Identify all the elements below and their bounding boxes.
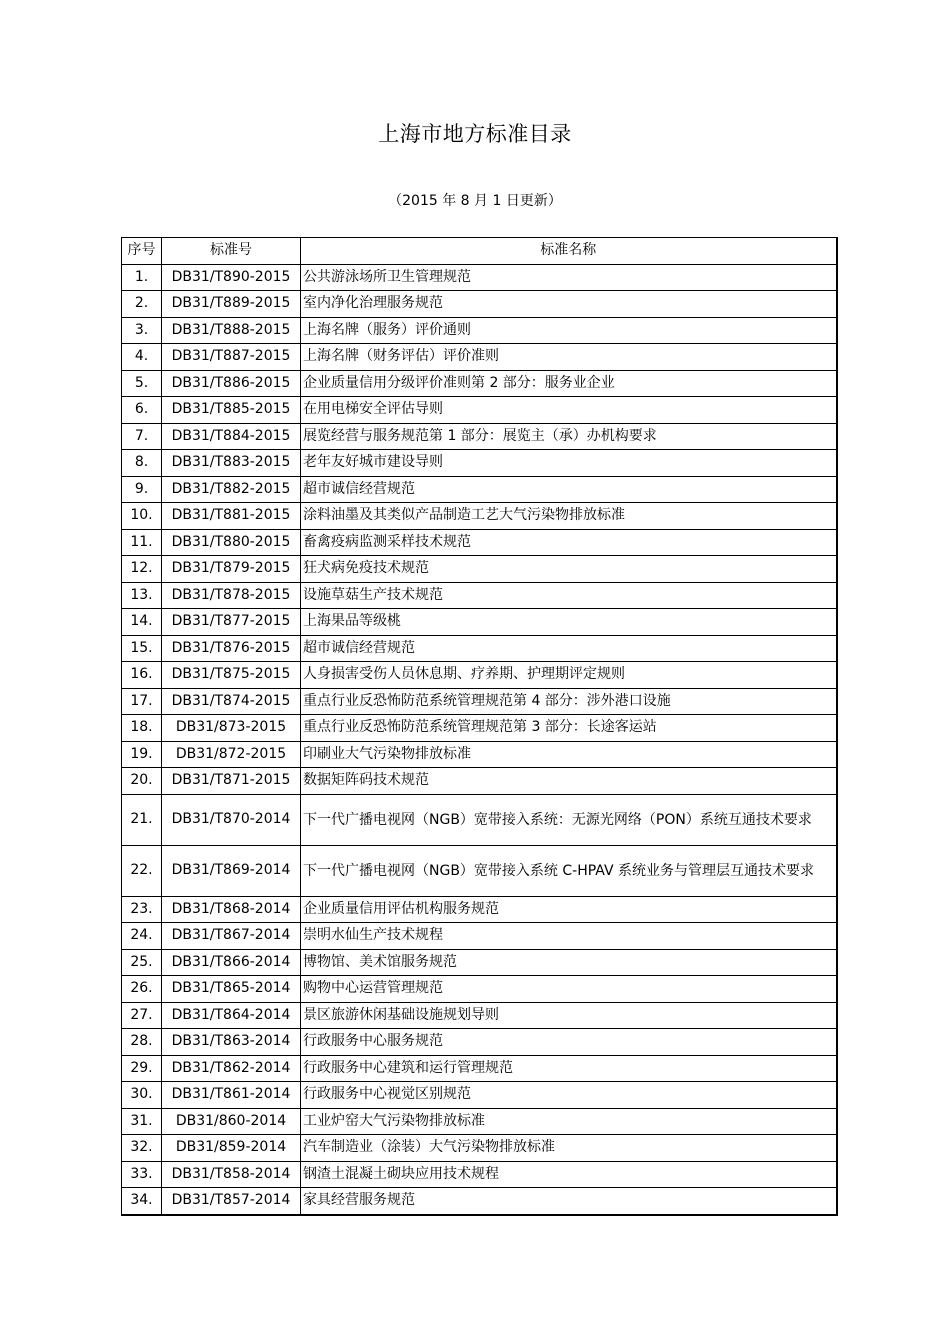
row-code: DB31/T882-2015 <box>162 476 301 503</box>
row-name: 狂犬病免疫技术规范 <box>301 556 837 583</box>
row-code: DB31/T865-2014 <box>162 976 301 1003</box>
table-row <box>122 1002 837 1029</box>
table-row <box>122 450 837 477</box>
row-name: 汽车制造业（涂装）大气污染物排放标准 <box>301 1135 837 1162</box>
row-serial: 31. <box>122 1108 162 1135</box>
row-code: DB31/T863-2014 <box>162 1029 301 1056</box>
table-row <box>122 1055 837 1082</box>
row-serial: 32. <box>122 1135 162 1162</box>
row-serial: 9. <box>122 476 162 503</box>
row-serial: 5. <box>122 370 162 397</box>
table-row <box>122 688 837 715</box>
table-row <box>122 741 837 768</box>
table-row <box>122 1029 837 1056</box>
row-name: 行政服务中心视觉区别规范 <box>301 1082 837 1109</box>
row-name: 下一代广播电视网（NGB）宽带接入系统：无源光网络（PON）系统互通技术要求 <box>301 794 837 845</box>
row-code: DB31/T883-2015 <box>162 450 301 477</box>
row-name: 室内净化治理服务规范 <box>301 291 837 318</box>
table-row <box>122 582 837 609</box>
row-code: DB31/T864-2014 <box>162 1002 301 1029</box>
table-row <box>122 1082 837 1109</box>
row-code: DB31/T890-2015 <box>162 264 301 291</box>
row-name: 超市诚信经营规范 <box>301 476 837 503</box>
header-code: 标准号 <box>162 238 301 265</box>
row-code: DB31/T861-2014 <box>162 1082 301 1109</box>
row-serial: 6. <box>122 397 162 424</box>
row-serial: 29. <box>122 1055 162 1082</box>
row-serial: 16. <box>122 662 162 689</box>
row-name: 在用电梯安全评估导则 <box>301 397 837 424</box>
table-row <box>122 317 837 344</box>
table-row <box>122 949 837 976</box>
row-serial: 1. <box>122 264 162 291</box>
row-code: DB31/T888-2015 <box>162 317 301 344</box>
table-row <box>122 896 837 923</box>
row-name: 上海名牌（财务评估）评价准则 <box>301 344 837 371</box>
table-row <box>122 976 837 1003</box>
row-code: DB31/T862-2014 <box>162 1055 301 1082</box>
table-row <box>122 609 837 636</box>
table-row <box>122 923 837 950</box>
table-row <box>122 1135 837 1162</box>
row-name: 上海果品等级桃 <box>301 609 837 636</box>
row-serial: 17. <box>122 688 162 715</box>
table-row <box>122 370 837 397</box>
row-name: 老年友好城市建设导则 <box>301 450 837 477</box>
row-serial: 14. <box>122 609 162 636</box>
row-name: 重点行业反恐怖防范系统管理规范第 3 部分：长途客运站 <box>301 715 837 742</box>
table-row <box>122 845 837 896</box>
row-code: DB31/T881-2015 <box>162 503 301 530</box>
table-row <box>122 556 837 583</box>
row-serial: 2. <box>122 291 162 318</box>
row-name: 上海名牌（服务）评价通则 <box>301 317 837 344</box>
row-name: 重点行业反恐怖防范系统管理规范第 4 部分：涉外港口设施 <box>301 688 837 715</box>
header-serial: 序号 <box>122 238 162 265</box>
row-name: 工业炉窑大气污染物排放标准 <box>301 1108 837 1135</box>
row-serial: 19. <box>122 741 162 768</box>
table-row <box>122 291 837 318</box>
table-header-row <box>122 238 837 265</box>
row-serial: 4. <box>122 344 162 371</box>
row-serial: 24. <box>122 923 162 950</box>
row-name: 景区旅游休闲基础设施规划导则 <box>301 1002 837 1029</box>
row-name: 超市诚信经营规范 <box>301 635 837 662</box>
table-row <box>122 476 837 503</box>
row-serial: 7. <box>122 423 162 450</box>
row-serial: 26. <box>122 976 162 1003</box>
table-row <box>122 794 837 845</box>
row-code: DB31/873-2015 <box>162 715 301 742</box>
row-serial: 22. <box>122 845 162 896</box>
row-code: DB31/T867-2014 <box>162 923 301 950</box>
table-row <box>122 397 837 424</box>
row-serial: 33. <box>122 1161 162 1188</box>
row-code: DB31/872-2015 <box>162 741 301 768</box>
row-name: 印刷业大气污染物排放标准 <box>301 741 837 768</box>
row-code: DB31/T871-2015 <box>162 768 301 795</box>
row-serial: 8. <box>122 450 162 477</box>
row-name: 企业质量信用分级评价准则第 2 部分：服务业企业 <box>301 370 837 397</box>
table-row <box>122 529 837 556</box>
table-row <box>122 1161 837 1188</box>
row-name: 企业质量信用评估机构服务规范 <box>301 896 837 923</box>
row-code: DB31/T878-2015 <box>162 582 301 609</box>
row-name: 公共游泳场所卫生管理规范 <box>301 264 837 291</box>
table-row <box>122 503 837 530</box>
row-code: DB31/T877-2015 <box>162 609 301 636</box>
standards-table <box>121 237 838 1216</box>
table-row <box>122 715 837 742</box>
row-serial: 10. <box>122 503 162 530</box>
table-row <box>122 344 837 371</box>
row-serial: 18. <box>122 715 162 742</box>
table-row <box>122 635 837 662</box>
row-serial: 12. <box>122 556 162 583</box>
row-serial: 34. <box>122 1188 162 1215</box>
row-name: 崇明水仙生产技术规程 <box>301 923 837 950</box>
row-name: 家具经营服务规范 <box>301 1188 837 1215</box>
row-serial: 25. <box>122 949 162 976</box>
table-row <box>122 1188 837 1215</box>
row-serial: 13. <box>122 582 162 609</box>
row-serial: 11. <box>122 529 162 556</box>
row-code: DB31/T879-2015 <box>162 556 301 583</box>
row-name: 行政服务中心服务规范 <box>301 1029 837 1056</box>
row-serial: 30. <box>122 1082 162 1109</box>
row-serial: 21. <box>122 794 162 845</box>
row-code: DB31/859-2014 <box>162 1135 301 1162</box>
row-serial: 15. <box>122 635 162 662</box>
row-name: 涂料油墨及其类似产品制造工艺大气污染物排放标准 <box>301 503 837 530</box>
table-row <box>122 662 837 689</box>
row-serial: 3. <box>122 317 162 344</box>
row-code: DB31/T886-2015 <box>162 370 301 397</box>
row-serial: 23. <box>122 896 162 923</box>
row-name: 钢渣土混凝土砌块应用技术规程 <box>301 1161 837 1188</box>
row-name: 行政服务中心建筑和运行管理规范 <box>301 1055 837 1082</box>
row-code: DB31/T874-2015 <box>162 688 301 715</box>
row-code: DB31/T884-2015 <box>162 423 301 450</box>
row-name: 下一代广播电视网（NGB）宽带接入系统 C-HPAV 系统业务与管理层互通技术要求 <box>301 845 837 896</box>
row-name: 设施草菇生产技术规范 <box>301 582 837 609</box>
row-code: DB31/T887-2015 <box>162 344 301 371</box>
row-name: 购物中心运营管理规范 <box>301 976 837 1003</box>
table-row <box>122 1108 837 1135</box>
row-code: DB31/T870-2014 <box>162 794 301 845</box>
row-serial: 27. <box>122 1002 162 1029</box>
header-name: 标准名称 <box>301 238 837 265</box>
row-code: DB31/T869-2014 <box>162 845 301 896</box>
row-code: DB31/T876-2015 <box>162 635 301 662</box>
row-code: DB31/T857-2014 <box>162 1188 301 1215</box>
row-code: DB31/T880-2015 <box>162 529 301 556</box>
row-serial: 20. <box>122 768 162 795</box>
row-code: DB31/T858-2014 <box>162 1161 301 1188</box>
row-code: DB31/T885-2015 <box>162 397 301 424</box>
row-serial: 28. <box>122 1029 162 1056</box>
table-row <box>122 423 837 450</box>
row-name: 人身损害受伤人员休息期、疗养期、护理期评定规则 <box>301 662 837 689</box>
row-name: 数据矩阵码技术规范 <box>301 768 837 795</box>
update-date: （2015 年 8 月 1 日更新） <box>388 193 562 209</box>
row-code: DB31/T875-2015 <box>162 662 301 689</box>
row-code: DB31/T889-2015 <box>162 291 301 318</box>
row-code: DB31/T866-2014 <box>162 949 301 976</box>
row-name: 畜禽疫病监测采样技术规范 <box>301 529 837 556</box>
row-code: DB31/T868-2014 <box>162 896 301 923</box>
table-row <box>122 264 837 291</box>
row-name: 展览经营与服务规范第 1 部分：展览主（承）办机构要求 <box>301 423 837 450</box>
row-code: DB31/860-2014 <box>162 1108 301 1135</box>
table-row <box>122 768 837 795</box>
row-name: 博物馆、美术馆服务规范 <box>301 949 837 976</box>
page-title: 上海市地方标准目录 <box>378 122 572 146</box>
